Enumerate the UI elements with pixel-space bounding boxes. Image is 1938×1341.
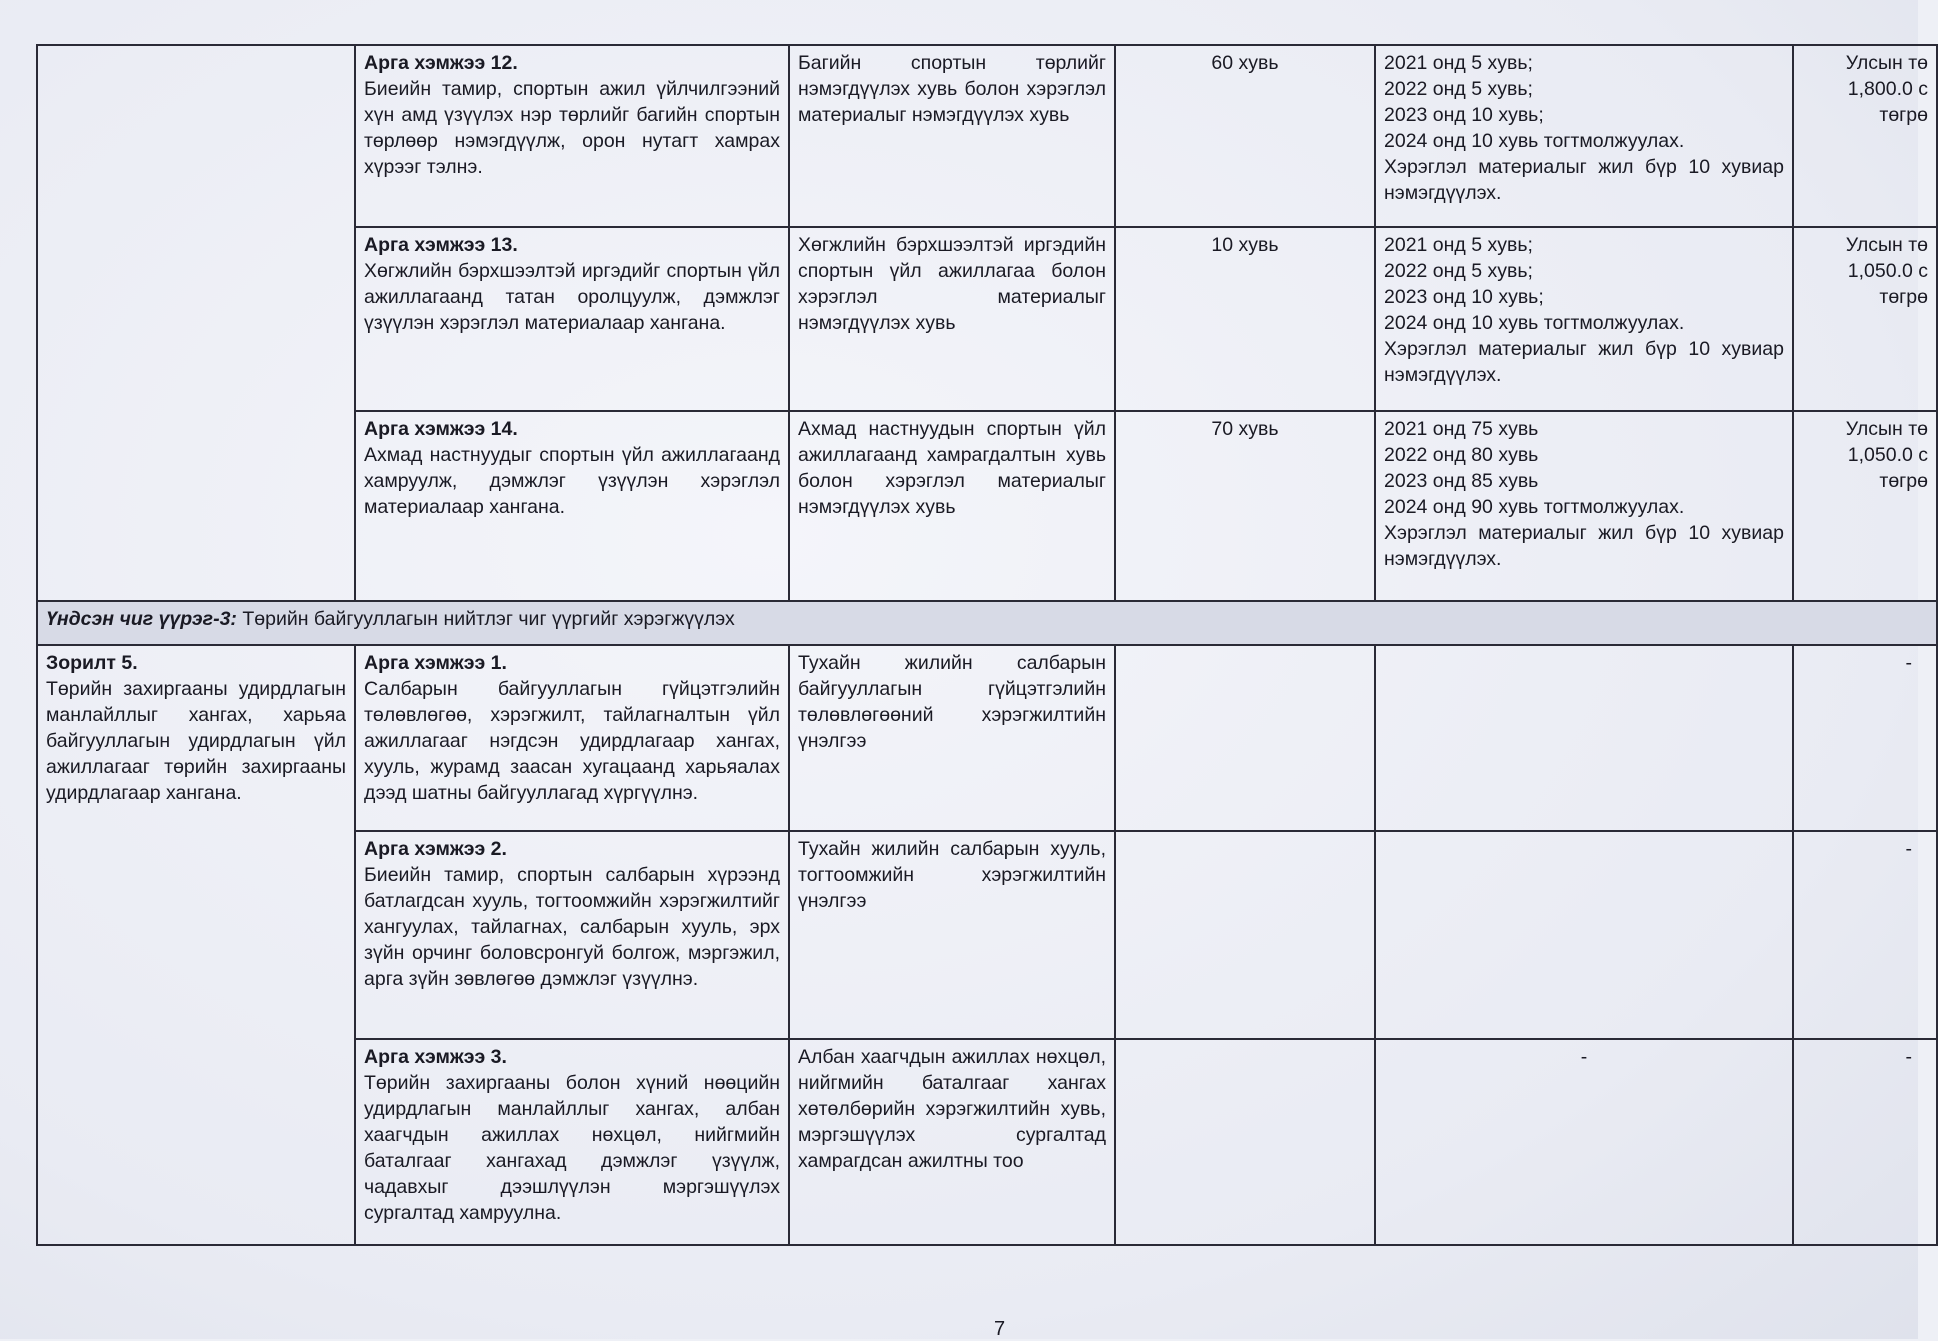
indicator-cell: Тухайн жилийн салбарын хууль, тогтоомжийн хэрэгжилтийн үнэлгээ [789,831,1115,1039]
section-text: Төрийн байгууллагын нийтлэг чиг үүргийг хэрэгжүүлэх [236,608,735,630]
budget-line: төгрө [1879,104,1928,126]
targets-cell [1375,411,1793,601]
budget-line: Улсын тө [1845,234,1928,256]
target-line: 2024 онд 10 хувь тогтмолжуулах. [1384,130,1685,152]
measure-text: Биеийн тамир, спортын ажил үйлчилгээний хүн амд үзүүлэх нэр төрлийг багийн спортын төрлөөр нэмэгдүүлж, орон нутагт хамрах хүрээг тэлнэ. [364,78,780,178]
action-plan-table [36,44,1938,1246]
baseline-cell [1115,831,1375,1039]
section-header-row [37,601,1937,645]
measure-text: Биеийн тамир, спортын салбарын хүрээнд батлагдсан хууль, тогтоомжийн хэрэгжилтийг хангуулах, тайлагнах, салбарын хууль, эрх зүйн орчинг боловсронгуй болгож, мэргэжил, арга зүйн зөвлөгөө дэмжлэг үзүүлнэ. [364,864,780,990]
page-number: 7 [994,1318,1006,1340]
measure-text: Ахмад настнуудыг спортын үйл ажиллагаанд хамруулж, дэмжлэг үзүүлэн хэрэглэл материалаар хангана. [364,444,780,518]
target-line: 2023 онд 10 хувь; [1384,286,1544,308]
table-row [37,645,1937,831]
targets-cell [1375,227,1793,411]
budget-line: 1,050.0 с [1847,444,1928,466]
indicator-cell: Хөгжлийн бэрхшээлтэй иргэдийн спортын үйл ажиллагаа болон хэрэглэл материалыг нэмэгдүүлэх хувь [789,227,1115,411]
targets-cell: - [1375,1039,1793,1245]
target-line: 2021 онд 5 хувь; [1384,52,1533,74]
budget-cell [1793,45,1937,227]
target-line: Хэрэглэл материалыг жил бүр 10 хувиар нэмэгдүүлэх. [1384,156,1784,204]
baseline-cell [1115,1039,1375,1245]
measure-cell [355,831,789,1039]
measure-cell [355,1039,789,1245]
indicator-cell: Ахмад настнуудын спортын үйл ажиллагаанд хамрагдалтын хувь болон хэрэглэл материалыг нэмэгдүүлэх хувь [789,411,1115,601]
table-row [37,45,1937,227]
budget-line: 1,800.0 с [1847,78,1928,100]
measure-text: Төрийн захиргааны болон хүний нөөцийн удирдлагын манлайллыг хангах, албан хаагчдын ажиллах нөхцөл, нийгмийн баталгааг хангахад дэмжлэг үзүүлж, чадавхыг дээшлүүлэн мэргэшүүлэх сургалтад хамруулна. [364,1072,780,1224]
measure-text: Салбарын байгууллагын гүйцэтгэлийн төлөвлөгөө, хэрэгжилт, тайлагналтын үйл ажиллагааг нэгдсэн удирдлагаар хангах, хууль, журамд заасан хугацаанд харьяалах дээд шатны байгууллагад хүргүүлнэ. [364,678,780,804]
goal-text: Төрийн захиргааны удирдлагын манлайллыг хангах, харьяа байгууллагын удирдлагын үйл ажиллагааг төрийн захиргааны удирдлагаар хангана. [46,678,346,804]
target-line: Хэрэглэл материалыг жил бүр 10 хувиар нэмэгдүүлэх. [1384,338,1784,386]
indicator-cell: Багийн спортын төрлийг нэмэгдүүлэх хувь болон хэрэглэл материалыг нэмэгдүүлэх хувь [789,45,1115,227]
target-line: 2021 онд 75 хувь [1384,418,1539,440]
target-line: 2024 онд 90 хувь тогтмолжуулах. [1384,496,1685,518]
measure-cell [355,645,789,831]
measure-cell [355,45,789,227]
budget-cell [1793,227,1937,411]
baseline-cell: 70 хувь [1115,411,1375,601]
target-line: 2022 онд 5 хувь; [1384,260,1533,282]
measure-title: Арга хэмжээ 1. [364,652,507,674]
section-label: Үндсэн чиг үүрэг-3: [46,608,237,630]
targets-cell [1375,831,1793,1039]
baseline-cell [1115,645,1375,831]
target-line: 2023 онд 10 хувь; [1384,104,1544,126]
budget-line: 1,050.0 с [1847,260,1928,282]
measure-title: Арга хэмжээ 13. [364,234,518,256]
budget-cell: - [1793,645,1937,831]
goal-cell [37,645,355,1245]
measure-title: Арга хэмжээ 2. [364,838,507,860]
goal-cell-empty [37,45,355,601]
measure-text: Хөгжлийн бэрхшээлтэй иргэдийг спортын үйл ажиллагаанд татан оролцуулж, дэмжлэг үзүүлэн хэрэглэл материалаар хангана. [364,260,780,334]
budget-line: Улсын тө [1845,52,1928,74]
indicator-cell: Албан хаагчдын ажиллах нөхцөл, нийгмийн баталгааг хангах хөтөлбөрийн хэрэгжилтийн хувь, мэргэшүүлэх сургалтад хамрагдсан ажилтны тоо [789,1039,1115,1245]
budget-line: төгрө [1879,286,1928,308]
indicator-cell: Тухайн жилийн салбарын байгууллагын гүйцэтгэлийн төлөвлөгөөний хэрэгжилтийн үнэлгээ [789,645,1115,831]
target-line: 2022 онд 80 хувь [1384,444,1539,466]
section-header [37,601,1937,645]
measure-title: Арга хэмжээ 3. [364,1046,507,1068]
measure-title: Арга хэмжээ 12. [364,52,518,74]
baseline-cell: 10 хувь [1115,227,1375,411]
target-line: Хэрэглэл материалыг жил бүр 10 хувиар нэмэгдүүлэх. [1384,522,1784,570]
targets-cell [1375,645,1793,831]
targets-cell [1375,45,1793,227]
budget-line: Улсын тө [1845,418,1928,440]
target-line: 2024 онд 10 хувь тогтмолжуулах. [1384,312,1685,334]
measure-cell [355,227,789,411]
target-line: 2022 онд 5 хувь; [1384,78,1533,100]
budget-cell: - [1793,1039,1937,1245]
goal-title: Зорилт 5. [46,652,138,674]
measure-cell [355,411,789,601]
budget-line: төгрө [1879,470,1928,492]
budget-cell [1793,411,1937,601]
measure-title: Арга хэмжээ 14. [364,418,518,440]
budget-cell: - [1793,831,1937,1039]
baseline-cell: 60 хувь [1115,45,1375,227]
target-line: 2021 онд 5 хувь; [1384,234,1533,256]
target-line: 2023 онд 85 хувь [1384,470,1539,492]
